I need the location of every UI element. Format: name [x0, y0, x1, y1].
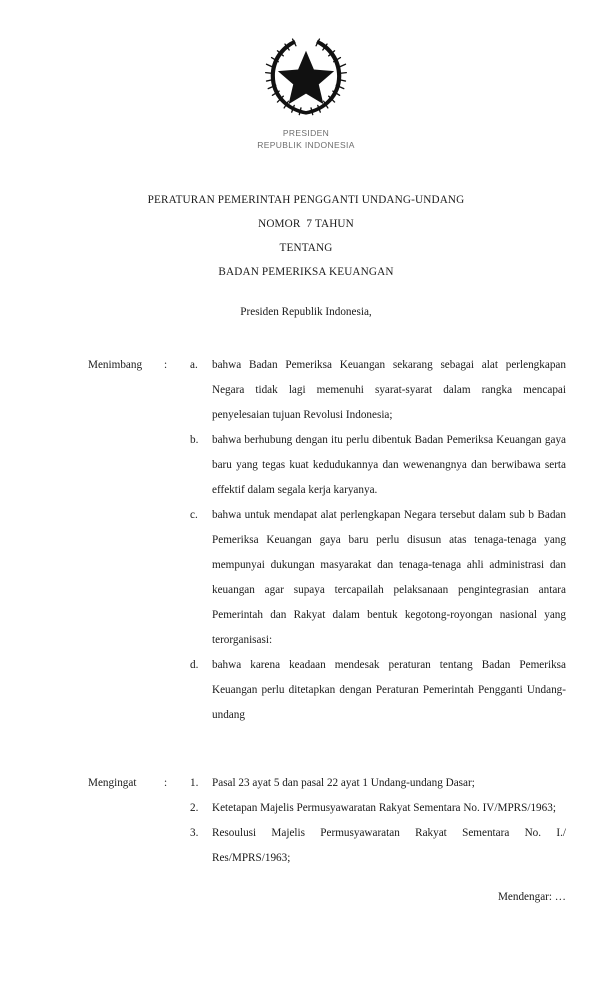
- clause-marker: c.: [190, 509, 198, 521]
- clause-marker: 2.: [190, 802, 199, 814]
- menimbang-label: Menimbang: [88, 359, 143, 371]
- title-line-about: TENTANG: [279, 242, 333, 254]
- document-title-block: [0, 188, 612, 284]
- clause-marker: 3.: [190, 827, 199, 839]
- issuer-line: Presiden Republik Indonesia,: [240, 306, 372, 318]
- emblem-caption: [0, 128, 612, 151]
- list-item: [190, 503, 566, 653]
- menimbang-section: [88, 353, 566, 728]
- list-item: [190, 653, 566, 728]
- list-item: [190, 796, 566, 821]
- mengingat-colon: :: [164, 777, 168, 789]
- clause-marker: a.: [190, 359, 198, 371]
- clause-marker: b.: [190, 434, 199, 446]
- continuation-note: Mendengar: …: [497, 891, 566, 903]
- emblem-caption-line-1: PRESIDEN: [282, 128, 330, 138]
- list-item: [190, 821, 566, 871]
- mengingat-label: Mengingat: [88, 777, 137, 789]
- mengingat-section: [88, 771, 566, 871]
- clause-text: bahwa karena keadaan mendesak peraturan tentang Badan Pemeriksa Keuangan perlu ditetapkan dengan Peraturan Pemerintah Pengganti Undang-undang: [212, 659, 566, 721]
- clause-marker: 1.: [190, 777, 199, 789]
- clause-text: bahwa Badan Pemeriksa Keuangan sekarang sebagai alat perlengkapan Negara tidak lagi memenuhi syarat-syarat dalam rangka mencapai penyelesaian tujuan Revolusi Indonesia;: [212, 359, 566, 421]
- emblem-caption-line-2: REPUBLIK INDONESIA: [257, 139, 355, 150]
- title-line-subject: BADAN PEMERIKSA KEUANGAN: [218, 266, 394, 278]
- menimbang-items: [190, 353, 566, 728]
- mengingat-items: [190, 771, 566, 871]
- clause-marker: d.: [190, 659, 199, 671]
- title-line-number: NOMOR 7 TAHUN: [258, 218, 354, 230]
- presidential-emblem-block: [0, 34, 612, 151]
- menimbang-colon: :: [164, 359, 168, 371]
- clause-text: bahwa untuk mendapat alat perlengkapan Negara tersebut dalam sub b Badan Pemeriksa Keuangan gaya baru perlu disusun atas tenaga-tenaga yang mempunyai dukungan masyarakat dan tenaga-tenaga ahli administrasi dan keuangan agar supaya tercapailah pelaksanaan pengintegrasian antara Pemerintah dan Rakyat dalam bentuk kegotong-royongan nasional yang terorganisasi:: [212, 509, 566, 646]
- list-item: [190, 428, 566, 503]
- list-item: [190, 771, 566, 796]
- list-item: [190, 353, 566, 428]
- clause-text: Pasal 23 ayat 5 dan pasal 22 ayat 1 Undang-undang Dasar;: [212, 777, 475, 789]
- clause-text: Ketetapan Majelis Permusyawaratan Rakyat Sementara No. IV/MPRS/1963;: [212, 802, 556, 814]
- clause-text: Resoulusi Majelis Permusyawaratan Rakyat Sementara No. I./ Res/MPRS/1963;: [212, 827, 566, 864]
- title-line-regulation-type: PERATURAN PEMERINTAH PENGGANTI UNDANG-UNDANG: [147, 194, 465, 206]
- indonesia-presidential-seal-icon: [264, 34, 348, 118]
- clause-text: bahwa berhubung dengan itu perlu dibentuk Badan Pemeriksa Keuangan gaya baru yang tegas kuat kedudukannya dan wewenangnya dan berwibawa serta effektif dalam segala kerja karyanya.: [212, 434, 566, 496]
